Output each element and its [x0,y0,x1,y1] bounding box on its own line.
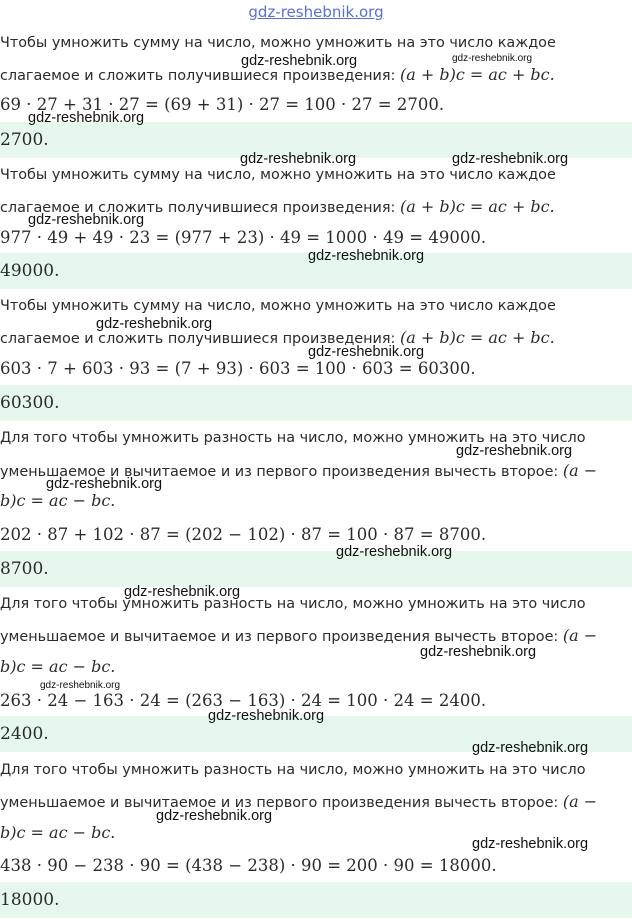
watermark: gdz-reshebnik.org [472,836,589,852]
watermark: gdz-reshebnik.org [336,544,453,560]
formula-start: (a − [562,792,598,811]
site-header-link[interactable]: gdz-reshebnik.org [248,3,384,21]
formula: (a + b)c = ac + bc. [399,197,555,216]
rule-line-1: Чтобы умножить сумму на число, можно умножить на это число каждое [0,298,556,314]
formula: (a + b)c = ac + bc. [399,328,555,347]
formula-start: (a − [562,626,598,645]
rule-line-1: Чтобы умножить сумму на число, можно умножить на это число каждое [0,35,556,51]
watermark: gdz-reshebnik.org [456,443,573,459]
rule-text: слагаемое и сложить получившиеся произведения: [0,68,400,84]
rule-line-2 [0,793,632,812]
equation: 977 · 49 + 49 · 23 = (977 + 23) · 49 = 1000 · 49 = 49000. [0,228,487,247]
watermark: gdz-reshebnik.org [28,212,145,228]
watermark: gdz-reshebnik.org [208,708,325,724]
rule-line-1: Для того чтобы умножить разность на число, можно умножить на это число [0,762,586,778]
answer-row: 2700. [0,122,632,158]
formula-end: b)c = ac − bc. [0,657,116,676]
answer-row: 49000. [0,253,632,289]
rule-line-2 [0,627,632,646]
watermark: gdz-reshebnik.org [472,740,589,756]
formula: (a + b)c = ac + bc. [399,65,555,84]
formula-end: b)c = ac − bc. [0,491,116,510]
answer-row: 60300. [0,385,632,421]
watermark: gdz-reshebnik.org [124,584,241,600]
watermark: gdz-reshebnik.org [308,344,425,360]
answer-row: 2400. [0,716,632,752]
watermark: gdz-reshebnik.org [308,248,425,264]
watermark: gdz-reshebnik.org [46,476,163,492]
formula-end: b)c = ac − bc. [0,823,116,842]
equation: 69 · 27 + 31 · 27 = (69 + 31) · 27 = 100 · 27 = 2700. [0,95,445,114]
rule-text: уменьшаемое и вычитаемое и из первого произведения вычесть второе: [0,795,563,811]
equation: 263 · 24 − 163 · 24 = (263 − 163) · 24 = 100 · 24 = 2400. [0,691,487,710]
equation: 202 · 87 + 102 · 87 = (202 − 102) · 87 = 100 · 87 = 8700. [0,525,487,544]
watermark: gdz-reshebnik.org [28,110,145,126]
watermark: gdz-reshebnik.org [240,151,357,167]
formula-start: (a − [562,461,598,480]
answer-row: 18000. [0,882,632,918]
rule-text: слагаемое и сложить получившиеся произведения: [0,200,400,216]
rule-text: слагаемое и сложить получившиеся произведения: [0,331,400,347]
watermark: gdz-reshebnik.org [241,53,358,69]
watermark: gdz-reshebnik.org [96,316,213,332]
rule-text: уменьшаемое и вычитаемое и из первого произведения вычесть второе: [0,629,563,645]
equation: 438 · 90 − 238 · 90 = (438 − 238) · 90 = 200 · 90 = 18000. [0,856,497,875]
site-header[interactable] [0,0,632,28]
watermark: gdz-reshebnik.org [156,808,273,824]
watermark: gdz-reshebnik.org [452,151,569,167]
rule-line-1: Чтобы умножить сумму на число, можно умножить на это число каждое [0,167,556,183]
rule-line-1: Для того чтобы умножить разность на число, можно умножить на это число [0,596,586,612]
watermark: gdz-reshebnik.org [452,53,533,64]
answer-row: 8700. [0,551,632,587]
rule-line-1: Для того чтобы умножить разность на число, можно умножить на это число [0,430,586,446]
watermark: gdz-reshebnik.org [420,644,537,660]
watermark: gdz-reshebnik.org [40,680,121,691]
equation: 603 · 7 + 603 · 93 = (7 + 93) · 603 = 100 · 603 = 60300. [0,359,476,378]
rule-text: уменьшаемое и вычитаемое и из первого произведения вычесть второе: [0,464,563,480]
